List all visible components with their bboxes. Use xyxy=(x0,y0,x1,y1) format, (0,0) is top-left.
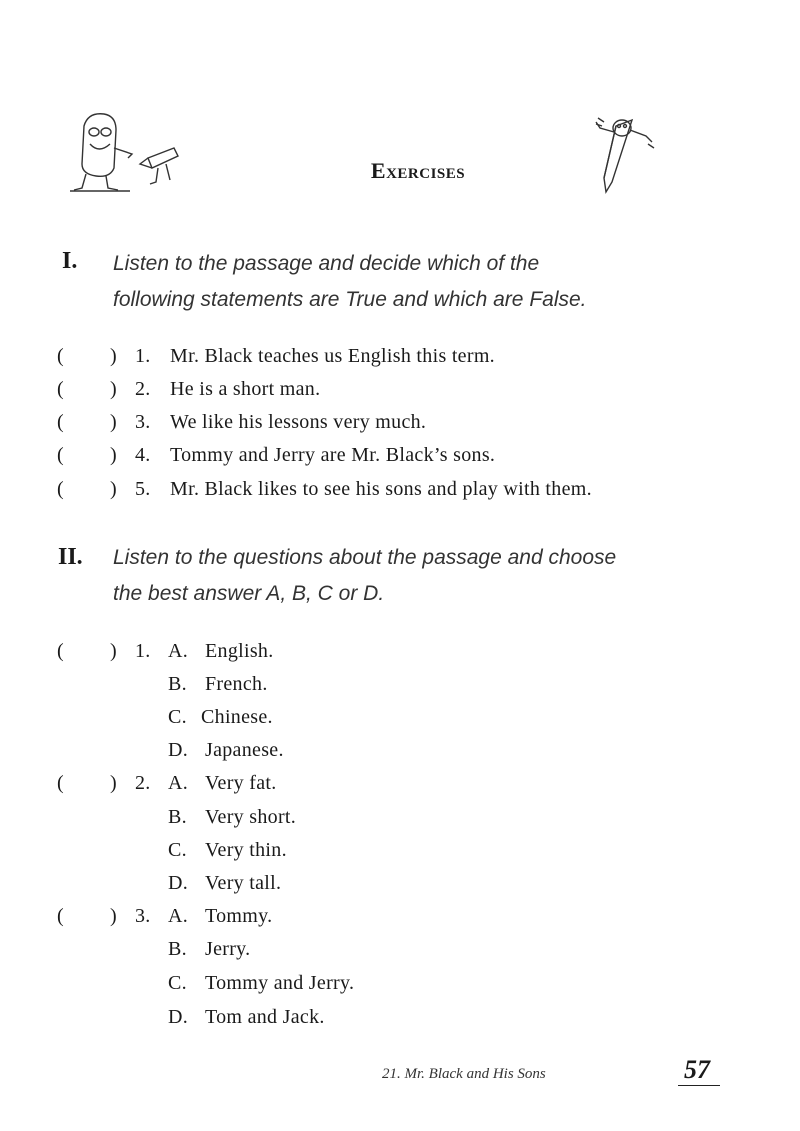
option-letter: C. xyxy=(168,839,187,861)
option-letter: B. xyxy=(168,806,187,828)
item-number: 1. xyxy=(135,640,151,662)
option-letter: D. xyxy=(168,1006,189,1028)
answer-blank-close: ) xyxy=(110,444,117,466)
answer-blank-close: ) xyxy=(110,411,117,433)
option-text: Japanese. xyxy=(205,739,284,761)
page-number: 57 xyxy=(684,1055,710,1084)
section-1-number: I. xyxy=(62,248,78,274)
statement-text: We like his lessons very much. xyxy=(170,411,427,433)
pencil-cartoon-icon xyxy=(592,108,662,198)
option-text: Tommy. xyxy=(205,905,273,927)
option-text: Very tall. xyxy=(205,872,282,894)
option-text: Very fat. xyxy=(205,772,277,794)
answer-blank-open[interactable]: ( xyxy=(57,444,64,466)
statement-text: Mr. Black likes to see his sons and play with them. xyxy=(170,478,592,500)
page-title: Exercises xyxy=(370,158,466,183)
option-text: Tom and Jack. xyxy=(205,1006,325,1028)
option-letter: C. xyxy=(168,972,187,994)
answer-blank-open[interactable]: ( xyxy=(57,478,64,500)
statement-text: He is a short man. xyxy=(170,378,321,400)
statement-text: Mr. Black teaches us English this term. xyxy=(170,345,495,367)
answer-blank-close: ) xyxy=(110,478,117,500)
option-text: English. xyxy=(205,640,274,662)
item-number: 3. xyxy=(135,411,151,433)
item-number: 4. xyxy=(135,444,151,466)
running-footer: 21. Mr. Black and His Sons xyxy=(382,1066,546,1082)
item-number: 1. xyxy=(135,345,151,367)
option-text: Very short. xyxy=(205,806,297,828)
item-number: 3. xyxy=(135,905,151,927)
answer-blank-close: ) xyxy=(110,640,117,662)
option-letter: A. xyxy=(168,640,189,662)
answer-blank-close: ) xyxy=(110,345,117,367)
instruction-line: Listen to the passage and decide which of the xyxy=(113,252,540,275)
page-number-rule xyxy=(678,1085,720,1086)
option-text: Chinese. xyxy=(201,706,273,728)
option-text: French. xyxy=(205,673,268,695)
answer-blank-open[interactable]: ( xyxy=(57,411,64,433)
instruction-line: Listen to the questions about the passage and choose xyxy=(113,546,617,569)
section-2-instruction xyxy=(113,540,713,612)
item-number: 5. xyxy=(135,478,151,500)
option-letter: B. xyxy=(168,673,187,695)
option-letter: D. xyxy=(168,739,189,761)
option-letter: A. xyxy=(168,905,189,927)
answer-blank-open[interactable]: ( xyxy=(57,378,64,400)
option-letter: A. xyxy=(168,772,189,794)
section-1-instruction xyxy=(113,246,713,318)
instruction-line: following statements are True and which are False. xyxy=(113,288,587,311)
answer-blank-close: ) xyxy=(110,905,117,927)
answer-blank-open[interactable]: ( xyxy=(57,345,64,367)
answer-blank-open[interactable]: ( xyxy=(57,640,64,662)
answer-blank-open[interactable]: ( xyxy=(57,772,64,794)
option-text: Very thin. xyxy=(205,839,287,861)
answer-blank-open[interactable]: ( xyxy=(57,905,64,927)
option-letter: C. xyxy=(168,706,187,728)
answer-blank-close: ) xyxy=(110,378,117,400)
item-number: 2. xyxy=(135,772,151,794)
option-letter: B. xyxy=(168,938,187,960)
section-2-number: II. xyxy=(58,544,83,570)
answer-blank-close: ) xyxy=(110,772,117,794)
option-text: Jerry. xyxy=(205,938,251,960)
statement-text: Tommy and Jerry are Mr. Black’s sons. xyxy=(170,444,496,466)
instruction-line: the best answer A, B, C or D. xyxy=(113,582,385,605)
option-text: Tommy and Jerry. xyxy=(205,972,355,994)
option-letter: D. xyxy=(168,872,189,894)
item-number: 2. xyxy=(135,378,151,400)
